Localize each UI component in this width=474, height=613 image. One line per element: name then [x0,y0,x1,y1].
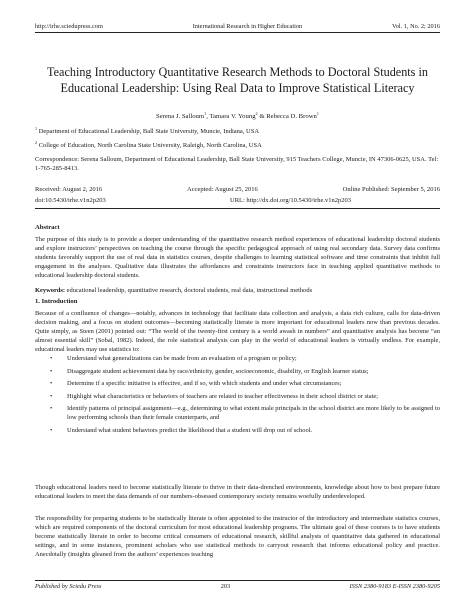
divider [35,208,440,209]
keywords-text: educational leadership, quantitative research, doctoral students, real data, instructional methods [65,287,313,294]
received-date: Received: August 2, 2016 [35,186,103,193]
bullet-icon: • [50,392,53,400]
accepted-date: Accepted: August 25, 2016 [187,186,258,193]
author-name: Rebecca D. Brown [266,113,317,120]
published-date: Online Published: September 5, 2016 [342,186,440,193]
list-item: • Disaggregate student achievement data by race/ethnicity, gender, socioeconomic, disability, or English learner status; [50,367,369,375]
list-item: • Highlight what characteristics or behaviors of teachers are related to teacher effectiveness in their school district or state; [50,392,379,400]
correspondence: Correspondence: Serena Salloum, Department of Educational Leadership, Ball State University, 915 Teachers College, Muncie, IN 47306-0625, USA. Tel: 1-765-285-8413. [35,156,439,172]
intro-paragraph-1: Because of a confluence of changes—notably, advances in technology that facilitate data collection and analysis, a data rich culture, calls for data-driven decision making, and a focus on student outcomes—becoming statistically literate is more important for educational leaders now than previous decades. Quite simply, as Steen (2001) pointed out: “The world of the twenty-first century is a world awash in numbers” and quantitative analysis has become “an almost essential skill” (Sobal, 1982). Indeed, the role statistical analysis can play in the world of educational leaders is virtually endless. For example, educational leaders may use statistics to: [35,310,440,353]
bullet-icon: • [50,426,53,434]
affiliation-1: $^1$ Department of Educational Leadership, Ball State University, Muncie, Indiana, USA [35,125,260,135]
author-name: Serena J. Salloum [156,113,205,120]
volume-info: Vol. 1, No. 2; 2016 [391,23,440,30]
intro-paragraph-2: Though educational leaders need to become statistically literate to thrive in their data-drenched environments, knowledge about how to best prepare future educational leaders to meet the data demands of our numbers-obsessed contemporary society remains woefully underdeveloped. [35,484,440,500]
page-footer [35,580,440,590]
author-name: Tamara V. Young [209,113,256,120]
list-item: • Identify patterns of principal assignment—e.g., determining to what extent male principals in the school district are more likely to be assigned to low performing schools than their female counterparts, and [50,405,440,422]
bullet-icon: • [50,380,53,388]
author-sup: 2 [255,110,258,116]
intro-heading: 1. Introduction [35,298,78,305]
keywords-label: Keywords: [35,287,66,294]
author-sup: 1 [316,110,319,116]
doi-row [35,197,440,204]
abstract-heading: Abstract [35,224,60,231]
bullet-icon: • [50,355,53,362]
abstract-text: The purpose of this study is to provide a deeper understanding of the quantitative research method experiences of educational leadership doctoral students and explore instructors’ perspectives on teaching the course through the specific pedagogical approach of using real secondary data. Survey data confirms students favorably support the use of real data in statistics courses, despite challenges to learning statistical software and time constraints that inhibit full engagement in the analyses. Qualitative data illustrates the affordances and constraints instructors face in teaching applied quantitative methods to educational leadership doctoral students. [35,236,440,279]
list-item: • Determine if a specific initiative is effective, and if so, with which students and under what circumstances; [50,380,342,388]
journal-url[interactable]: http://irhe.sciedupress.com [35,23,103,30]
keywords [35,287,440,296]
list-item: • Understand what generalizations can be made from an evaluation of a program or policy; [50,355,297,362]
doi: doi:10.5430/irhe.v1n2p203 [35,197,106,204]
author-sup: 1 [204,110,207,116]
publisher: Published by Sciedu Press [35,583,102,590]
bullet-list [35,355,440,439]
journal-name: International Research in Higher Education [192,23,303,30]
list-item: • Understand what student behaviors predict the likelihood that a student will drop out of school. [50,426,313,434]
author-line: Serena J. Salloum$^1$, Tamara V. Young$^2$ & Rebecca D. Brown$^1$ [156,110,319,120]
bullet-icon: • [50,405,53,413]
running-header [35,23,440,33]
intro-paragraph-3: The responsibility for preparing students to be statistically literate is often appointed to the instructor of the introductory and intermediate statistics courses, which are required components of the doctoral curriculum for most educational leadership programs. The ultimate goal of these courses is to have students become statistically literate in order to become critical consumers of educational research, skillful analysts of quantitative data gathered in educational settings, and in some instances, prominent scholars who use statistical methods to carryout research that informs educational policy and practice. Anecdotally (insights gleaned from the authors’ experiences teaching [35,515,440,558]
page-number: 203 [220,583,231,590]
doi-url[interactable]: URL: http://dx.doi.org/10.5430/irhe.v1n2p203 [230,197,352,204]
issn: ISSN 2380-9183 E-ISSN 2380-9205 [349,583,440,590]
dates-row [35,186,440,193]
article-title: Teaching Introductory Quantitative Research Methods to Doctoral Students in Educational Leadership: Using Real Data to Improve Statistical Literacy [47,65,428,95]
affiliation-2: $^2$ College of Education, North Carolina State University, Raleigh, North Carolina, USA [35,139,262,149]
bullet-icon: • [50,367,53,375]
